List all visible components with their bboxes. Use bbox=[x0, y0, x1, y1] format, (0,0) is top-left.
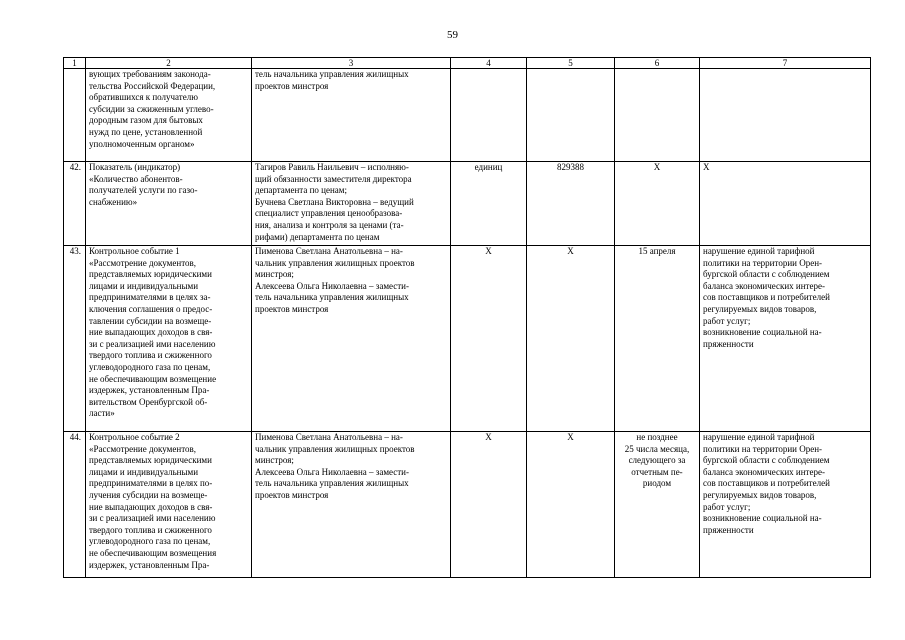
text-line: рифами) департамента по ценам bbox=[255, 231, 380, 242]
responsible-cell bbox=[252, 162, 451, 246]
text-line: ние выпадающих доходов в свя- bbox=[89, 501, 213, 512]
text-line: работ услуг; bbox=[703, 501, 751, 512]
text-line: уполномоченным органом» bbox=[89, 138, 195, 149]
unit-cell: Х bbox=[451, 432, 527, 578]
text-line: «Рассмотрение документов, bbox=[89, 443, 197, 454]
description-cell bbox=[86, 432, 252, 578]
text-line: лицами и индивидуальными bbox=[89, 280, 199, 291]
description-cell bbox=[86, 162, 252, 246]
text-line: ключения соглашения о предос- bbox=[89, 303, 213, 314]
text-line: лицами и индивидуальными bbox=[89, 466, 199, 477]
unit-cell bbox=[451, 69, 527, 162]
text-line: дородным газом для бытовых bbox=[89, 115, 203, 126]
text-line: обратившихся к получателю bbox=[89, 92, 198, 103]
text-line: возникновение социальной на- bbox=[703, 327, 822, 338]
text-line: проектов минстроя bbox=[255, 489, 329, 500]
page-number: 59 bbox=[447, 29, 458, 41]
responsible-cell bbox=[252, 432, 451, 578]
text-line: ласти» bbox=[89, 408, 115, 419]
table-row bbox=[64, 432, 871, 578]
text-line: проектов минстроя bbox=[255, 80, 329, 91]
text-line: минстроя; bbox=[255, 269, 294, 280]
text-line: ния, анализа и контроля за ценами (та- bbox=[255, 219, 404, 230]
text-line: чальник управления жилищных проектов bbox=[255, 443, 415, 454]
text-line: получателей услуги по газо- bbox=[89, 185, 198, 196]
header-cell: 6 bbox=[615, 58, 700, 69]
text-line: регулируемых видов товаров, bbox=[703, 303, 817, 314]
text-line: нарушение единой тарифной bbox=[703, 246, 815, 256]
text-line: бургской области с соблюдением bbox=[703, 455, 830, 466]
table-row bbox=[64, 69, 871, 162]
risk-cell bbox=[700, 69, 871, 162]
text-line: Пименова Светлана Анатольевна – на- bbox=[255, 432, 403, 442]
header-cell: 3 bbox=[252, 58, 451, 69]
text-line: специалист управления ценообразова- bbox=[255, 208, 403, 219]
text-line: Х bbox=[703, 162, 710, 172]
text-line: не обеспечивающим возмещения bbox=[89, 547, 217, 558]
document-table bbox=[63, 57, 871, 578]
deadline-cell bbox=[615, 246, 700, 432]
text-line: Бучнева Светлана Викторовна – ведущий bbox=[255, 196, 414, 207]
text-line: вительством Оренбургской об- bbox=[89, 396, 208, 407]
text-line: Контрольное событие 2 bbox=[89, 432, 180, 442]
text-line: тавлении субсидии на возмеще- bbox=[89, 315, 212, 326]
unit-cell: Х bbox=[451, 246, 527, 432]
value-cell: 829388 bbox=[527, 162, 615, 246]
table-row bbox=[64, 162, 871, 246]
text-line: щий обязанности заместителя директора bbox=[255, 173, 412, 184]
text-line: Алексеева Ольга Николаевна – замести- bbox=[255, 466, 409, 477]
deadline-cell bbox=[615, 69, 700, 162]
description-cell bbox=[86, 69, 252, 162]
header-cell: 5 bbox=[527, 58, 615, 69]
text-line: 15 апреля bbox=[638, 246, 676, 256]
text-line: предпринимателями в целях по- bbox=[89, 478, 213, 489]
value-cell: Х bbox=[527, 432, 615, 578]
text-line: Тагиров Равиль Наильевич – исполняю- bbox=[255, 162, 409, 172]
text-line: работ услуг; bbox=[703, 315, 751, 326]
text-line: «Рассмотрение документов, bbox=[89, 257, 197, 268]
row-number-cell: 42. bbox=[64, 162, 86, 246]
table-row bbox=[64, 246, 871, 432]
text-line: не обеспечивающим возмещение bbox=[89, 373, 217, 384]
text-line: нужд по цене, установленной bbox=[89, 126, 203, 137]
text-line: твердого топлива и сжиженного bbox=[89, 524, 212, 535]
text-line: политики на территории Орен- bbox=[703, 257, 823, 268]
row-number-cell: 43. bbox=[64, 246, 86, 432]
text-line: риодом bbox=[642, 478, 672, 489]
value-cell bbox=[527, 69, 615, 162]
risk-cell bbox=[700, 432, 871, 578]
deadline-cell bbox=[615, 432, 700, 578]
text-line: регулируемых видов товаров, bbox=[703, 489, 817, 500]
text-line: «Количество абонентов- bbox=[89, 173, 183, 184]
text-line: снабжению» bbox=[89, 196, 138, 207]
text-line: субсидии за сжиженным углево- bbox=[89, 103, 214, 114]
text-line: сов поставщиков и потребителей bbox=[703, 292, 830, 303]
risk-cell bbox=[700, 162, 871, 246]
text-line: представляемых юридическими bbox=[89, 269, 212, 280]
text-line: чальник управления жилищных проектов bbox=[255, 257, 415, 268]
text-line: возникновение социальной на- bbox=[703, 513, 822, 524]
text-line: проектов минстроя bbox=[255, 303, 329, 314]
text-line: ние выпадающих доходов в свя- bbox=[89, 327, 213, 338]
text-line: Х bbox=[653, 162, 661, 172]
text-line: политики на территории Орен- bbox=[703, 443, 823, 454]
header-cell: 1 bbox=[64, 58, 86, 69]
text-line: Пименова Светлана Анатольевна – на- bbox=[255, 246, 403, 256]
header-cell: 4 bbox=[451, 58, 527, 69]
text-line: представляемых юридическими bbox=[89, 455, 212, 466]
responsible-cell bbox=[252, 69, 451, 162]
text-line: бургской области с соблюдением bbox=[703, 269, 830, 280]
text-line: следующего за bbox=[628, 455, 686, 466]
text-line: тель начальника управления жилищных bbox=[255, 478, 409, 489]
text-line: тель начальника управления жилищных bbox=[255, 69, 409, 79]
text-line: баланса экономических интере- bbox=[703, 466, 825, 477]
text-line: предпринимателями в целях за- bbox=[89, 292, 211, 303]
text-line: тельства Российской Федерации, bbox=[89, 80, 216, 91]
text-line: пряженности bbox=[703, 524, 754, 535]
header-cell: 2 bbox=[86, 58, 252, 69]
deadline-cell bbox=[615, 162, 700, 246]
responsible-cell bbox=[252, 246, 451, 432]
text-line: минстроя; bbox=[255, 455, 294, 466]
text-line: углеводородного газа по ценам, bbox=[89, 361, 211, 372]
text-line: лучения субсидии на возмеще- bbox=[89, 489, 208, 500]
text-line: департамента по ценам; bbox=[255, 185, 347, 196]
text-line: зи с реализацией ими населению bbox=[89, 513, 216, 524]
row-number-cell: 44. bbox=[64, 432, 86, 578]
text-line: тель начальника управления жилищных bbox=[255, 292, 409, 303]
text-line: Алексеева Ольга Николаевна – замести- bbox=[255, 280, 409, 291]
text-line: твердого топлива и сжиженного bbox=[89, 350, 212, 361]
text-line: зи с реализацией ими населению bbox=[89, 338, 216, 349]
text-line: пряженности bbox=[703, 338, 754, 349]
text-line: 25 числа месяца, bbox=[624, 443, 690, 454]
text-line: вующих требованиям законода- bbox=[89, 69, 211, 79]
text-line: нарушение единой тарифной bbox=[703, 432, 815, 442]
risk-cell bbox=[700, 246, 871, 432]
text-line: Показатель (индикатор) bbox=[89, 162, 181, 172]
description-cell bbox=[86, 246, 252, 432]
table-header-row bbox=[64, 58, 871, 69]
row-number-cell bbox=[64, 69, 86, 162]
text-line: сов поставщиков и потребителей bbox=[703, 478, 830, 489]
text-line: Контрольное событие 1 bbox=[89, 246, 180, 256]
text-line: баланса экономических интере- bbox=[703, 280, 825, 291]
text-line: углеводородного газа по ценам, bbox=[89, 536, 211, 547]
text-line: отчетным пе- bbox=[631, 466, 683, 477]
text-line: издержек, установленным Пра- bbox=[89, 559, 210, 570]
text-line: не позднее bbox=[636, 432, 678, 442]
text-line: издержек, установленным Пра- bbox=[89, 385, 210, 396]
value-cell: Х bbox=[527, 246, 615, 432]
unit-cell: единиц bbox=[451, 162, 527, 246]
header-cell: 7 bbox=[700, 58, 871, 69]
